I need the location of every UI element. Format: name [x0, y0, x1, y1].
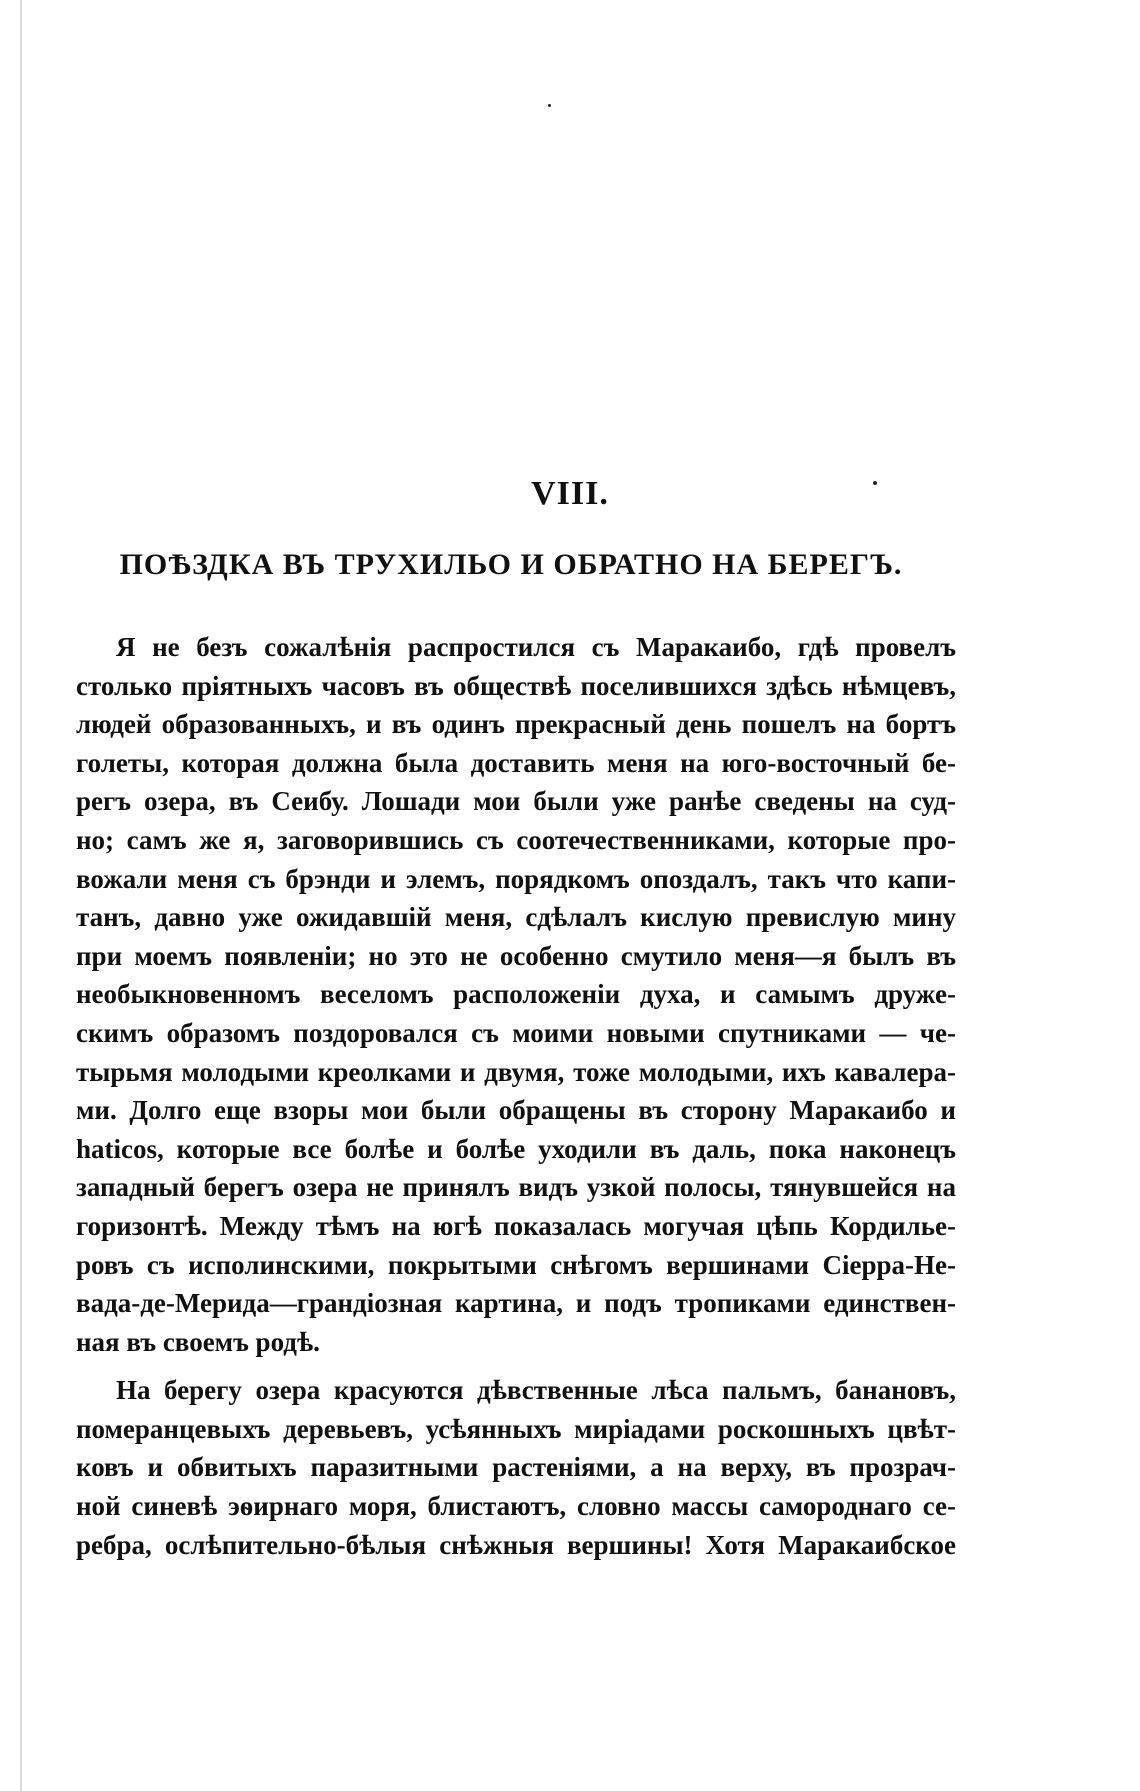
- text-line: западный берегъ озера не принялъ видъ узкой полосы, тянувшейся на: [76, 1172, 956, 1203]
- body-text: [76, 628, 956, 1564]
- print-speck: [548, 104, 551, 107]
- text-line: ная въ своемъ родѣ.: [76, 1326, 320, 1357]
- text-line: ковъ и обвитыхъ паразитными растеніями, а на верху, въ прозрач-: [76, 1452, 956, 1483]
- chapter-title: ПОѢЗДКА ВЪ ТРУХИЛЬО И ОБРАТНО НА БЕРЕГЪ.: [119, 548, 903, 581]
- text-line: скимъ образомъ поздоровался съ моими новыми спутниками — че-: [76, 1017, 956, 1048]
- text-line: но; самъ же я, заговорившись съ соотечественниками, которые про-: [76, 824, 956, 855]
- text-line: горизонтѣ. Между тѣмъ на югѣ показалась могучая цѣпь Кордильe-: [76, 1210, 956, 1241]
- text-line: ровъ съ исполинскими, покрытыми снѣгомъ вершинами Сіерра-Не-: [76, 1249, 956, 1280]
- text-line: На берегу озера красуются дѣвственные лѣса пальмъ, банановъ,: [116, 1375, 956, 1406]
- paragraph-gap: [76, 1361, 956, 1371]
- text-line: ной синевѣ эѳирнаго моря, блистаютъ, словно массы самороднаго се-: [76, 1491, 956, 1522]
- text-line: haticos, которые все болѣе и болѣе уходили въ даль, пока наконецъ: [76, 1133, 956, 1164]
- text-line: Я не безъ сожалѣнія распростился съ Маракаибо, гдѣ провелъ: [116, 632, 956, 662]
- text-line: померанцевыхъ деревьевъ, усѣянныхъ миріадами роскошныхъ цвѣт-: [76, 1413, 956, 1444]
- text-line: ребра, ослѣпительно-бѣлыя снѣжныя вершины! Хотя Маракаибское: [76, 1529, 956, 1560]
- text-line: вада-де-Мерида—грандіозная картина, и подъ тропиками единствен-: [76, 1288, 956, 1319]
- text-line: регъ озера, въ Сеибу. Лошади мои были уже ранѣе сведены на суд-: [76, 786, 956, 817]
- text-line: необыкновенномъ веселомъ расположеніи духа, и самымъ друже-: [76, 979, 956, 1010]
- text-line: тырьмя молодыми креолками и двумя, тоже молодыми, ихъ кавалера-: [76, 1056, 956, 1087]
- text-line: голеты, которая должна была доставить меня на юго-восточный бе-: [76, 747, 956, 778]
- paragraph: [76, 1371, 956, 1564]
- chapter-number: VIII.: [531, 475, 609, 512]
- page-edge-shadow: [20, 0, 22, 1791]
- text-line: столько пріятныхъ часовъ въ обществѣ поселившихся здѣсь нѣмцевъ,: [76, 670, 956, 701]
- text-line: ми. Долго еще взоры мои были обращены въ сторону Маракаибо и: [76, 1095, 956, 1126]
- text-line: вожали меня съ брэнди и элемъ, порядкомъ опоздалъ, такъ что капи-: [76, 863, 956, 894]
- text-line: танъ, давно уже ожидавшій меня, сдѣлалъ кислую превислую мину: [76, 902, 956, 933]
- text-line: людей образованныхъ, и въ одинъ прекрасный день пошелъ на бортъ: [76, 709, 956, 740]
- text-line: при моемъ появленіи; но это не особенно смутило меня—я былъ въ: [76, 940, 956, 971]
- paragraph: [76, 628, 956, 1361]
